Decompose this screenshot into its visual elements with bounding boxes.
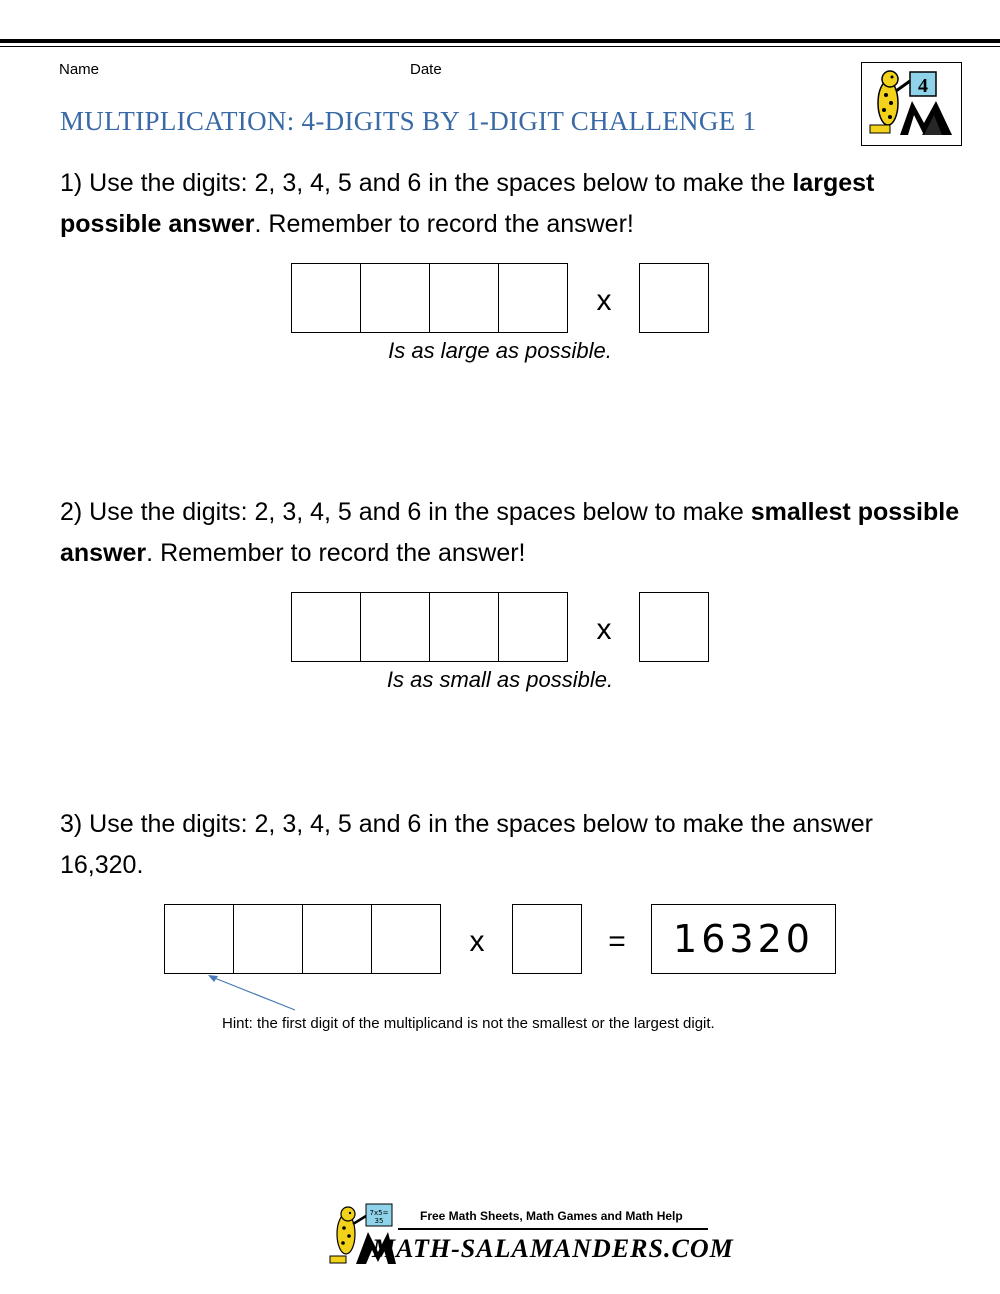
digit-box[interactable] [291,592,361,662]
digit-box[interactable] [429,592,499,662]
question-1-caption: Is as large as possible. [388,338,612,363]
multiplier-box[interactable] [512,904,582,974]
question-2-caption: Is as small as possible. [386,667,614,692]
multiply-sign: x [469,925,485,958]
digit-box[interactable] [302,904,372,974]
svg-text:7x5=: 7x5= [369,1209,389,1217]
question-2-text: 2) Use the digits: 2, 3, 4, 5 and 6 in the spaces below to make smallest possible answer. Remember to record the answer! [60,498,960,567]
svg-text:4: 4 [918,75,928,97]
grade-logo [861,62,962,146]
question-1-text: 1) Use the digits: 2, 3, 4, 5 and 6 in the spaces below to make the largest possible answer. Remember to record the answer! [60,169,875,238]
date-label: Date [410,61,442,78]
page-title: MULTIPLICATION: 4-DIGITS BY 1-DIGIT CHALLENGE 1 [60,106,757,136]
question-3-multiplicand [164,904,441,974]
digit-box[interactable] [371,904,441,974]
digit-box[interactable] [498,592,568,662]
multiplier-box[interactable] [639,592,709,662]
footer-tagline: Free Math Sheets, Math Games and Math Help [420,1209,683,1223]
digit-box[interactable] [360,592,430,662]
digit-box[interactable] [498,263,568,333]
svg-text:35: 35 [374,1217,384,1225]
top-rule-thin [0,46,1000,47]
answer-box: 16320 [651,904,836,974]
digit-box[interactable] [233,904,303,974]
digit-box[interactable] [164,904,234,974]
footer-rule [398,1228,708,1230]
multiply-sign: x [596,613,612,646]
name-label: Name [59,61,100,78]
question-2-multiplicand [291,592,568,662]
digit-box[interactable] [291,263,361,333]
hint-arrow-icon [200,970,300,1015]
multiplier-box[interactable] [639,263,709,333]
digit-box[interactable] [360,263,430,333]
question-3-text: 3) Use the digits: 2, 3, 4, 5 and 6 in the spaces below to make the answer 16,320. [60,810,873,879]
digit-box[interactable] [429,263,499,333]
equals-sign: = [608,925,626,958]
salamander-logo-icon [862,63,961,145]
hint-text: Hint: the first digit of the multiplicand is not the smallest or the largest digit. [222,1015,715,1032]
footer-site-name: MATH-SALAMANDERS.COM [372,1234,734,1263]
multiply-sign: x [596,284,612,317]
top-rule [0,39,1000,43]
question-1-multiplicand [291,263,568,333]
